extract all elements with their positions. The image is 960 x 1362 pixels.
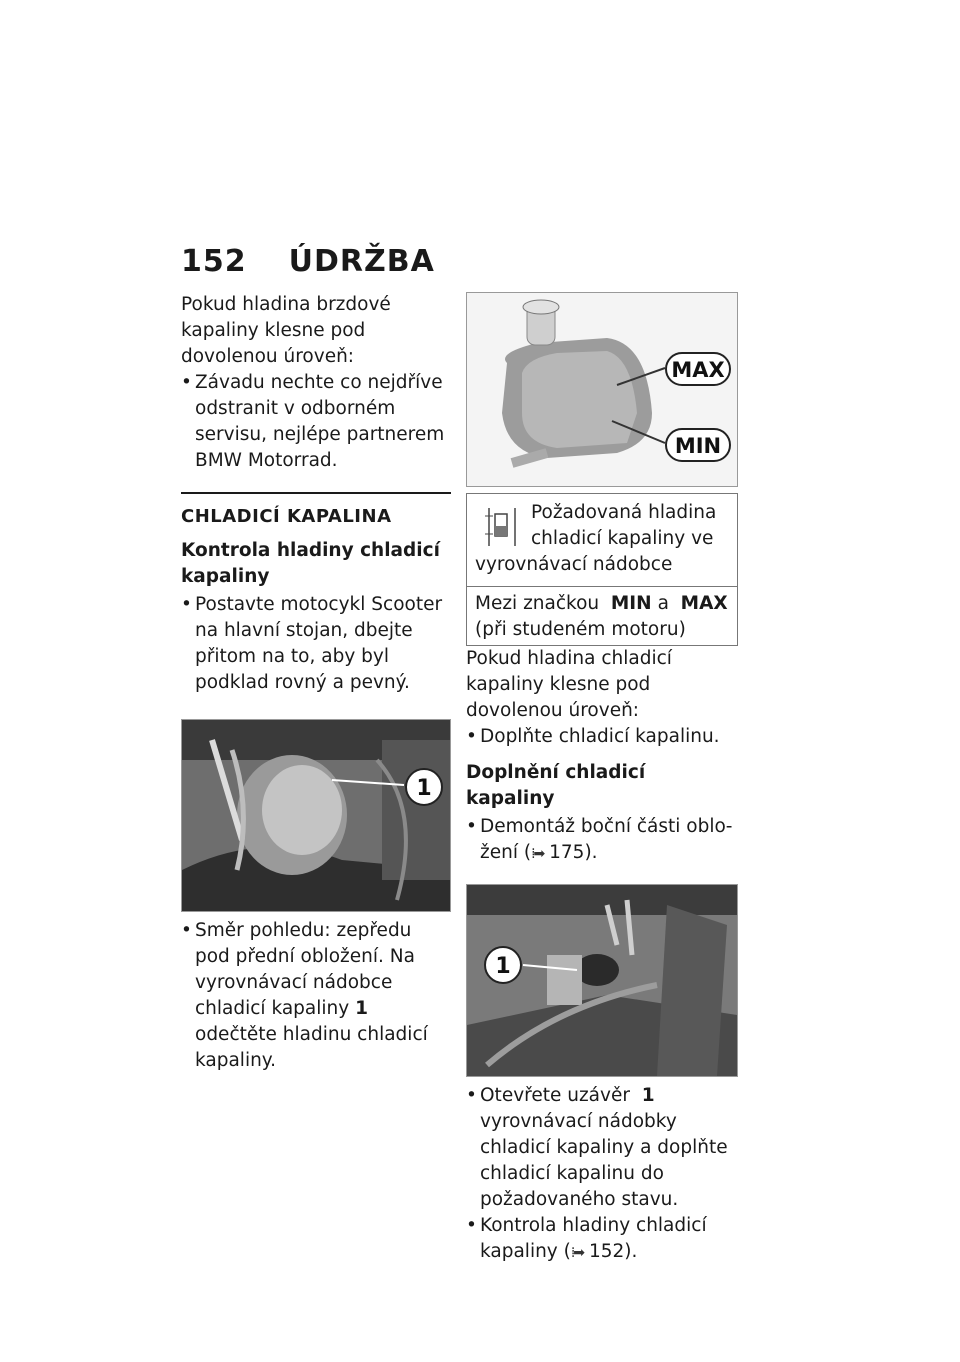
chapter-title: ÚDRŽBA [288, 244, 435, 279]
bullet-remove-panel [466, 814, 738, 867]
bullet5-ref[interactable]: 175). [549, 842, 598, 863]
callout-1-left: 1 [416, 776, 432, 801]
page-ref-arrow-icon: ⁞➡ [531, 846, 544, 862]
photo-filler-cap-illustration [467, 885, 737, 1076]
section-title-coolant: CHLADICÍ KAPALINA [181, 506, 392, 527]
photo-front-fairing [181, 719, 451, 912]
coolant-level-icon [483, 504, 523, 550]
bullet-open-cap [466, 1083, 738, 1213]
bullet6-ref-num: 1 [641, 1085, 655, 1106]
bullet3-text-b: odečtěte hladinu chladicí kapaliny. [195, 1024, 428, 1071]
spec-prefix: Mezi značkou [475, 593, 600, 614]
callout-1-right: 1 [495, 954, 511, 979]
photo-reservoir [466, 292, 738, 487]
spec-value-row [467, 587, 737, 645]
page-number: 152 [181, 244, 247, 279]
coolant-low-intro: Pokud hladina chladicí kapaliny klesne pod dovolenou úroveň: [466, 648, 672, 721]
bullet3-text-a: Směr pohledu: zepředu pod přední obložení. Na vyrovnávací nádobce chladicí kapaliny [195, 920, 415, 1019]
section-divider [181, 492, 451, 500]
photo-reservoir-illustration [467, 293, 737, 486]
subtitle-check-coolant: Kontrola hladiny chladicí kapaliny [181, 540, 440, 587]
spec-and: a [657, 593, 669, 614]
bullet7-text: Kontrola hladiny chladicí kapaliny ( [480, 1215, 707, 1262]
max-label: MAX [671, 358, 725, 382]
page-ref-arrow-icon-2: ⁞➡ [570, 1245, 584, 1261]
spec-table [466, 493, 738, 646]
spec-title: Požadovaná hladina chladicí kapaliny ve vyrovnávací nádobce [475, 502, 717, 575]
bullet5-text: Demontáž boční části obložení ( [480, 816, 733, 863]
spec-title-row [467, 494, 737, 587]
brake-fluid-intro: Pokud hladina brzdové kapaliny klesne pod dovolenou úroveň: [181, 294, 391, 367]
bullet3-ref-num: 1 [355, 998, 368, 1019]
bullet-check-level [466, 1213, 738, 1266]
bullet6-text-a: Otevřete uzávěr [480, 1085, 630, 1106]
spec-min: MIN [610, 593, 652, 614]
page-header [181, 244, 435, 279]
photo-filler-cap [466, 884, 738, 1077]
subtitle-top-up-coolant: Doplnění chladicí kapaliny [466, 762, 646, 809]
bullet6-text-b: vyrovnávací nádobky chladicí kapaliny a doplňte chladicí kapalinu do požadovaného stavu. [480, 1111, 728, 1210]
photo-front-fairing-illustration [182, 720, 450, 911]
min-label: MIN [674, 434, 722, 458]
bullet-top-up: • Doplňte chladicí kapalinu. [466, 724, 738, 750]
bullet-view-direction [181, 918, 451, 1074]
left-column [181, 292, 451, 1074]
right-column [466, 292, 738, 1266]
bullet7-ref[interactable]: 152). [588, 1241, 638, 1262]
bullet-stand: • Postavte motocykl Scooter na hlavní stojan, dbejte přitom na to, aby byl podklad rovný a pevný. [181, 592, 451, 696]
bullet-service: • Závadu nechte co nejdříve odstranit v odborném servisu, nejlépe partnerem BMW Motorrad. [181, 370, 451, 474]
spec-max: MAX [680, 593, 728, 614]
spec-note: (při studeném motoru) [475, 619, 686, 640]
